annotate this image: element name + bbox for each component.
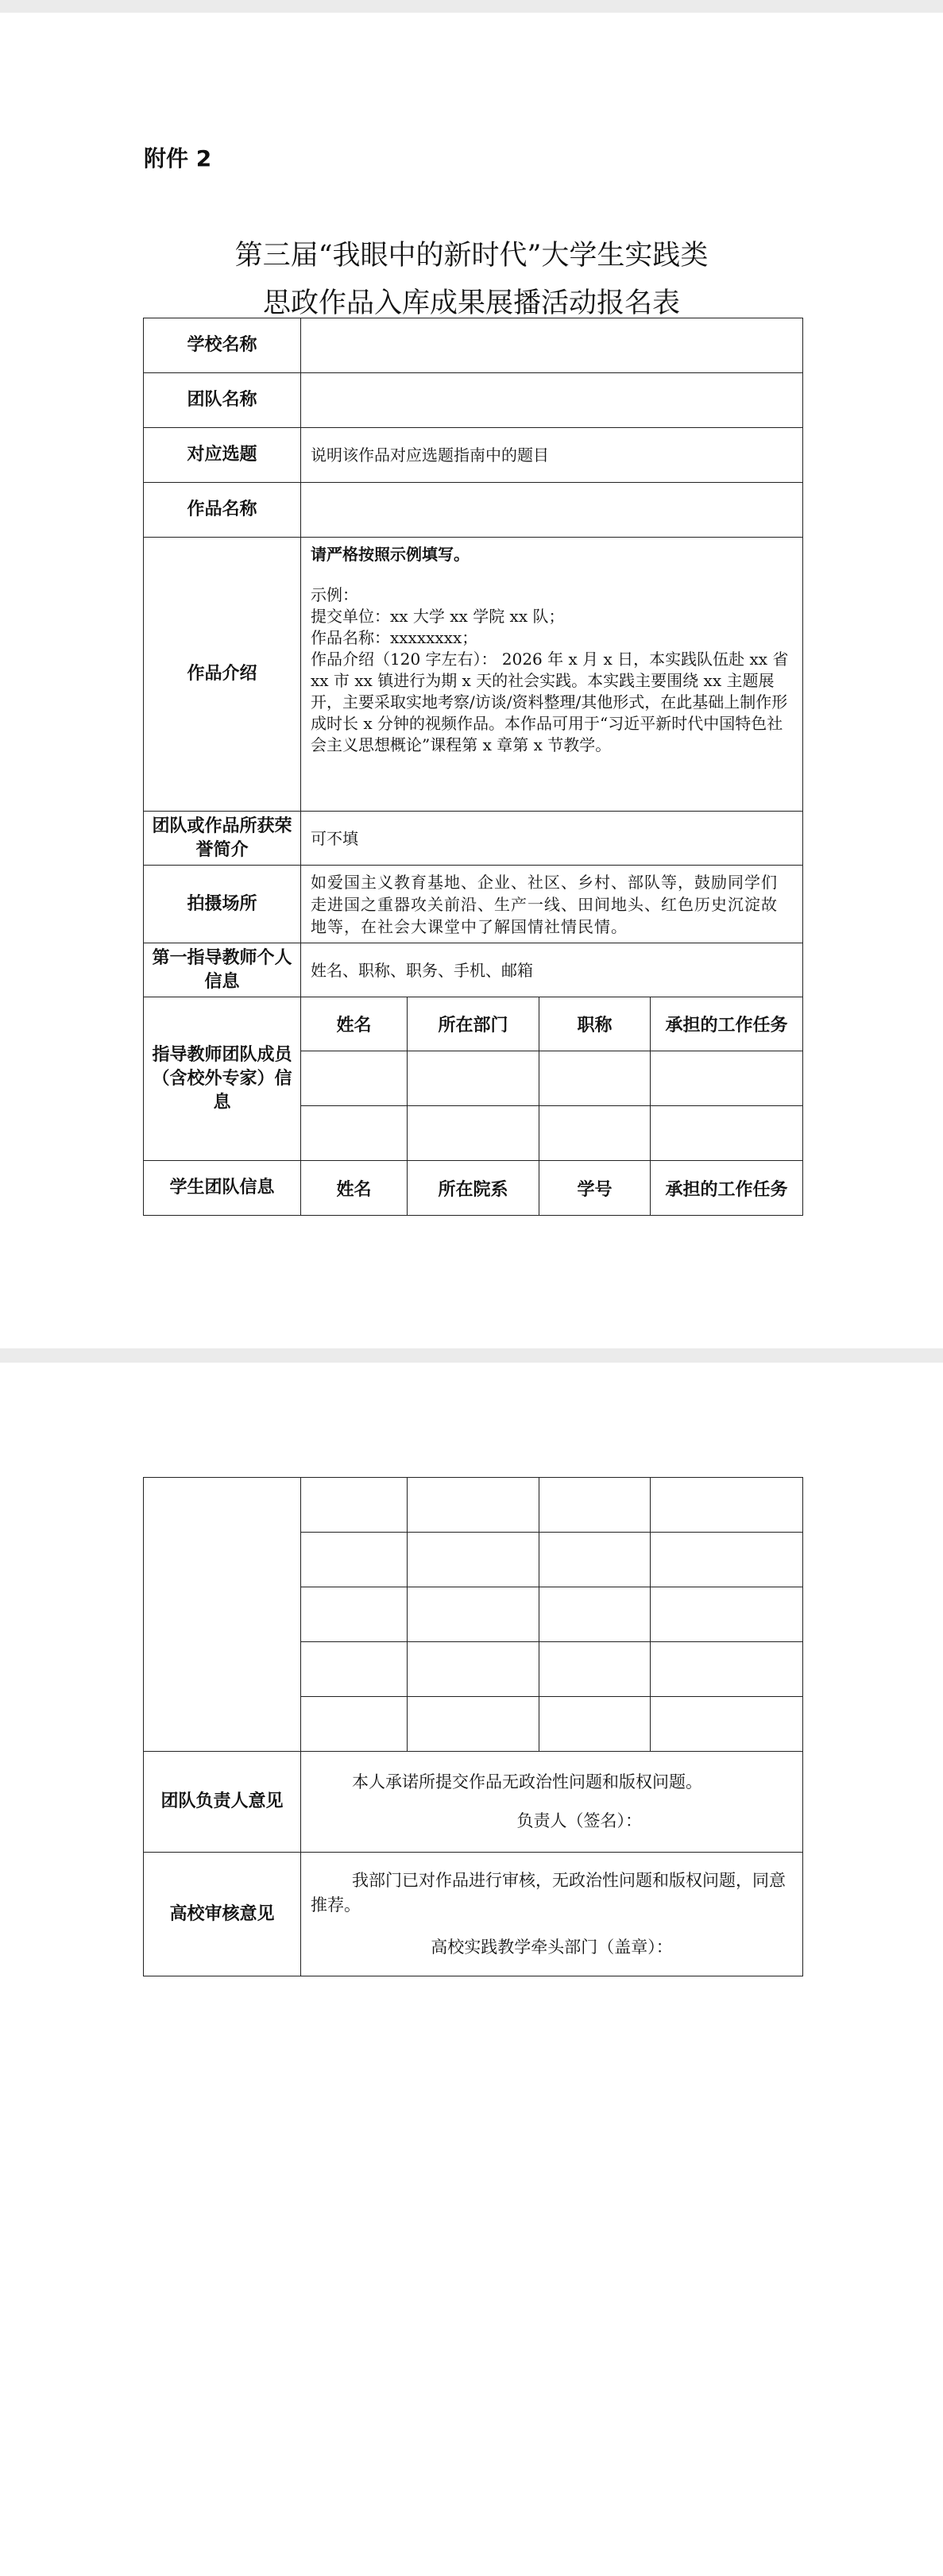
table-cell [408,1478,539,1533]
honors-label: 团队或作品所获荣誉简介 [144,812,301,866]
table-cell [301,1587,408,1642]
document-page-2 [0,1363,943,2576]
table-cell [408,1106,539,1161]
table-cell [301,1106,408,1161]
intro-label: 作品介绍 [144,538,301,812]
table-cell [301,1642,408,1697]
first-advisor-label: 第一指导教师个人信息 [144,943,301,997]
student-team-header-row [144,1161,803,1216]
student-team-row [144,1478,803,1533]
row-school [144,318,803,373]
intro-example-label: 示例： [311,585,358,604]
attachment-label: 附件 2 [144,145,212,172]
school-label: 学校名称 [144,318,301,373]
registration-form-table [143,318,803,1216]
work-name-label: 作品名称 [144,483,301,538]
leader-signature-line: 负责人（签名）： [516,1811,642,1830]
table-cell [539,1587,651,1642]
table-cell [651,1533,803,1587]
row-first-advisor [144,943,803,997]
intro-instruction: 请严格按照示例填写。 [311,545,470,564]
student-header-college: 所在院系 [408,1161,539,1216]
school-review-stamp-line: 高校实践教学牵头部门（盖章）： [431,1938,673,1957]
work-name-value [301,483,803,538]
table-cell [651,1106,803,1161]
table-cell [408,1533,539,1587]
table-cell [301,1533,408,1587]
registration-form-table-continued [143,1477,803,1976]
row-topic [144,428,803,483]
row-work-name [144,483,803,538]
table-cell [539,1106,651,1161]
team-value [301,373,803,428]
intro-name: 作品名称：xxxxxxxx； [311,628,478,647]
advisor-header-title: 职称 [539,997,651,1051]
intro-value [301,538,803,812]
table-cell [651,1051,803,1106]
advisor-header-task: 承担的工作任务 [651,997,803,1051]
leader-opinion-label: 团队负责人意见 [144,1752,301,1853]
table-cell [539,1051,651,1106]
advisor-team-header-row [144,997,803,1051]
school-review-value [301,1853,803,1976]
table-cell [539,1478,651,1533]
topic-label: 对应选题 [144,428,301,483]
location-value: 如爱国主义教育基地、企业、社区、乡村、部队等，鼓励同学们走进国之重器攻关前沿、生产一线、田间地头、红色历史沉淀故地等，在社会大课堂中了解国情社情民情。 [301,866,803,943]
row-intro [144,538,803,812]
document-page-1 [0,13,943,1348]
form-title-line-1: 第三届“我眼中的新时代”大学生实践类 [234,240,709,272]
table-cell [408,1697,539,1752]
location-label: 拍摄场所 [144,866,301,943]
student-header-name: 姓名 [301,1161,408,1216]
student-team-label: 学生团队信息 [144,1161,301,1216]
intro-unit: 提交单位：xx 大学 xx 学院 xx 队； [311,607,565,626]
row-team [144,373,803,428]
table-cell [408,1642,539,1697]
advisor-team-label: 指导教师团队成员（含校外专家）信息 [144,997,301,1161]
table-cell [651,1642,803,1697]
row-school-review [144,1853,803,1976]
student-header-task: 承担的工作任务 [651,1161,803,1216]
table-cell [651,1697,803,1752]
table-cell [301,1697,408,1752]
table-cell [408,1587,539,1642]
school-review-label: 高校审核意见 [144,1853,301,1976]
table-cell [539,1697,651,1752]
table-cell [539,1533,651,1587]
leader-opinion-text: 本人承诺所提交作品无政治性问题和版权问题。 [352,1772,702,1791]
first-advisor-value: 姓名、职称、职务、手机、邮箱 [301,943,803,997]
row-honors [144,812,803,866]
table-cell [301,1051,408,1106]
school-value [301,318,803,373]
leader-opinion-value [301,1752,803,1853]
student-team-label-continued [144,1478,301,1752]
table-cell [408,1051,539,1106]
row-location [144,866,803,943]
table-cell [651,1587,803,1642]
table-cell [539,1642,651,1697]
row-leader-opinion [144,1752,803,1853]
form-title-line-2: 思政作品入库成果展播活动报名表 [262,287,680,319]
table-cell [651,1478,803,1533]
advisor-header-name: 姓名 [301,997,408,1051]
advisor-header-department: 所在部门 [408,997,539,1051]
student-header-id: 学号 [539,1161,651,1216]
table-cell [301,1478,408,1533]
honors-value: 可不填 [301,812,803,866]
intro-body: 作品介绍（120 字左右）： 2026 年 x 月 x 日，本实践队伍赴 xx 省 xx 市 xx 镇进行为期 x 天的社会实践。本实践主要围绕 xx 主题展开，主要采取实地考察/访谈/资料整理/其他形式，在此基础上制作形成时长 x 分钟的视频作品。本作品可用于“习近平新时代中国特色社会主义思想概论”课程第 x 章第 x 节教学。 [311,650,789,754]
team-label: 团队名称 [144,373,301,428]
school-review-text: 我部门已对作品进行审核，无政治性问题和版权问题，同意推荐。 [311,1871,786,1915]
topic-value: 说明该作品对应选题指南中的题目 [301,428,803,483]
